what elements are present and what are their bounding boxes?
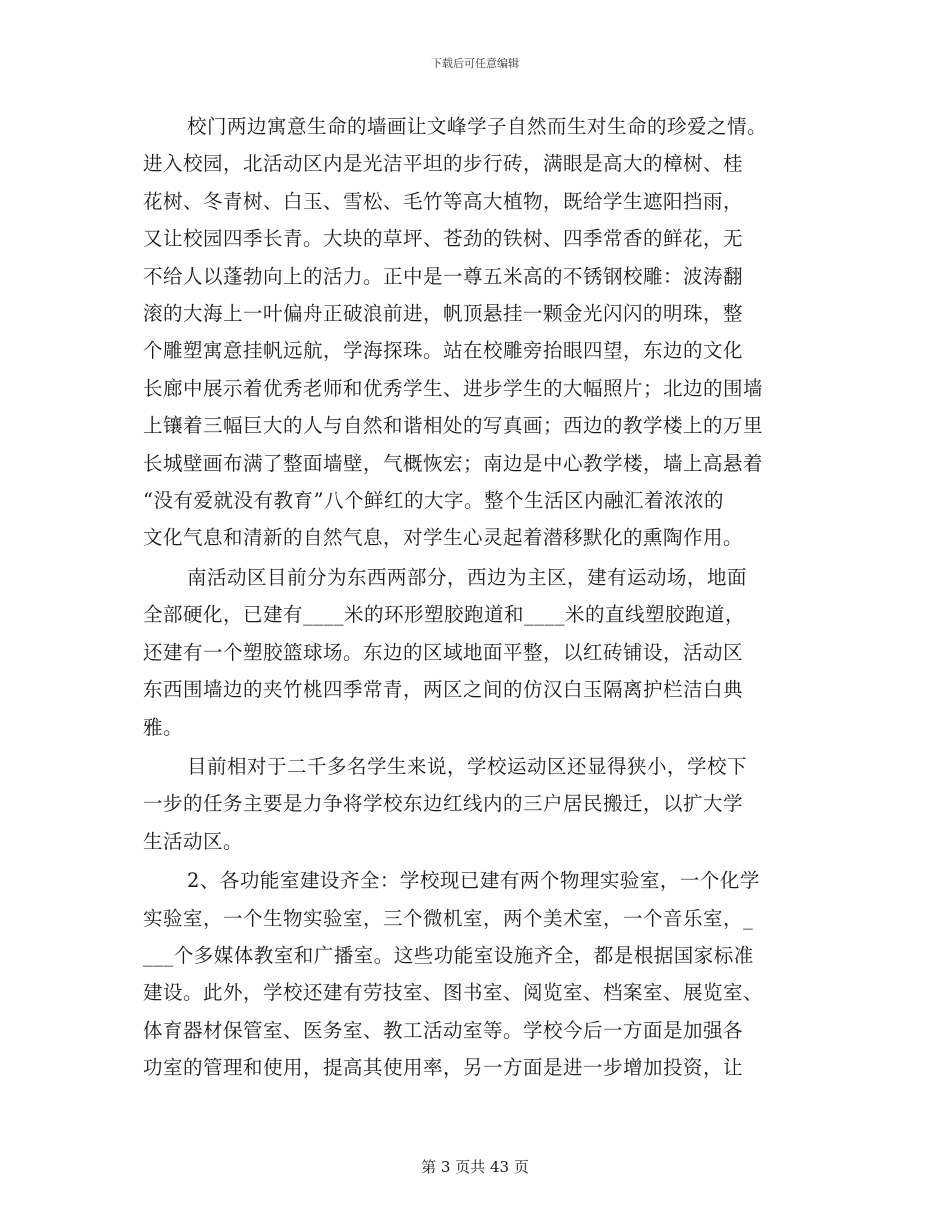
paragraph-next-steps <box>143 748 811 860</box>
document-body <box>143 108 811 1089</box>
text-line: 长廊中展示着优秀老师和优秀学生、进步学生的大幅照片；北边的围墙 <box>143 376 764 400</box>
text-line: 滚的大海上一叶偏舟正破浪前进，帆顶悬挂一颗金光闪闪的明珠，整 <box>143 302 744 326</box>
text-line: 实验室，一个生物实验室，三个微机室，两个美术室，一个音乐室，_ <box>143 906 754 930</box>
text-line: 上镶着三幅巨大的人与自然和谐相处的写真画；西边的教学楼上的万里 <box>143 414 764 438</box>
text-line: 不给人以蓬勃向上的活力。正中是一尊五米高的不锈钢校雕：波涛翻 <box>143 264 744 288</box>
text-line: 雅。 <box>143 715 184 739</box>
paragraph-campus-north <box>143 108 811 557</box>
text-line: 2、各功能室建设齐全：学校现已建有两个物理实验室，一个化学 <box>187 869 760 893</box>
text-line: 文化气息和清新的自然气息，对学生心灵起着潜移默化的熏陶作用。 <box>143 526 744 550</box>
text-line: 一步的任务主要是力争将学校东边红线内的三户居民搬迁，以扩大学 <box>143 792 744 816</box>
text-line: 体育器材保管室、医务室、教工活动室等。学校今后一方面是加强各 <box>143 1018 744 1042</box>
text-line: 生活动区。 <box>143 829 244 853</box>
text-line: 进入校园，北活动区内是光洁平坦的步行砖，满眼是高大的樟树、桂 <box>143 152 744 176</box>
page-header-note: 下载后可任意编辑 <box>431 57 519 70</box>
text-line: 目前相对于二千多名学生来说，学校运动区还显得狭小，学校下 <box>187 754 748 778</box>
text-line: 功室的管理和使用，提高其使用率，另一方面是进一步增加投资，让 <box>143 1056 744 1080</box>
text-line: 还建有一个塑胶篮球场。东边的区域地面平整，以红砖铺设，活动区 <box>143 640 744 664</box>
text-line: 建设。此外，学校还建有劳技室、图书室、阅览室、档案室、展览室、 <box>143 981 764 1005</box>
paragraph-functional-rooms <box>143 862 811 1086</box>
text-line: 花树、冬青树、白玉、雪松、毛竹等高大植物，既给学生遮阳挡雨， <box>143 189 744 213</box>
text-line: 长城壁画布满了整面墙壁，气概恢宏；南边是中心教学楼，墙上高悬着 <box>143 451 764 475</box>
text-line: 全部硬化，已建有____米的环形塑胶跑道和____米的直线塑胶跑道， <box>143 603 746 627</box>
text-line: 南活动区目前分为东西两部分，西边为主区，建有运动场，地面 <box>187 565 748 589</box>
text-line: ___个多媒体教室和广播室。这些功能室设施齐全，都是根据国家标准 <box>143 943 754 967</box>
text-line: 个雕塑寓意挂帆远航，学海探珠。站在校雕旁抬眼四望，东边的文化 <box>143 339 744 363</box>
text-line: “没有爱就没有教育”八个鲜红的大字。整个生活区内融汇着浓浓的 <box>143 489 724 513</box>
text-line: 东西围墙边的夹竹桃四季常青，两区之间的仿汉白玉隔离护栏洁白典 <box>143 678 744 702</box>
page-number-footer: 第 3 页共 43 页 <box>421 1158 529 1176</box>
text-line: 校门两边寓意生命的墙画让文峰学子自然而生对生命的珍爱之情。 <box>187 115 768 138</box>
text-line: 又让校园四季长青。大块的草坪、苍劲的铁树、四季常香的鲜花，无 <box>143 227 744 251</box>
paragraph-south-activity-area <box>143 559 811 746</box>
